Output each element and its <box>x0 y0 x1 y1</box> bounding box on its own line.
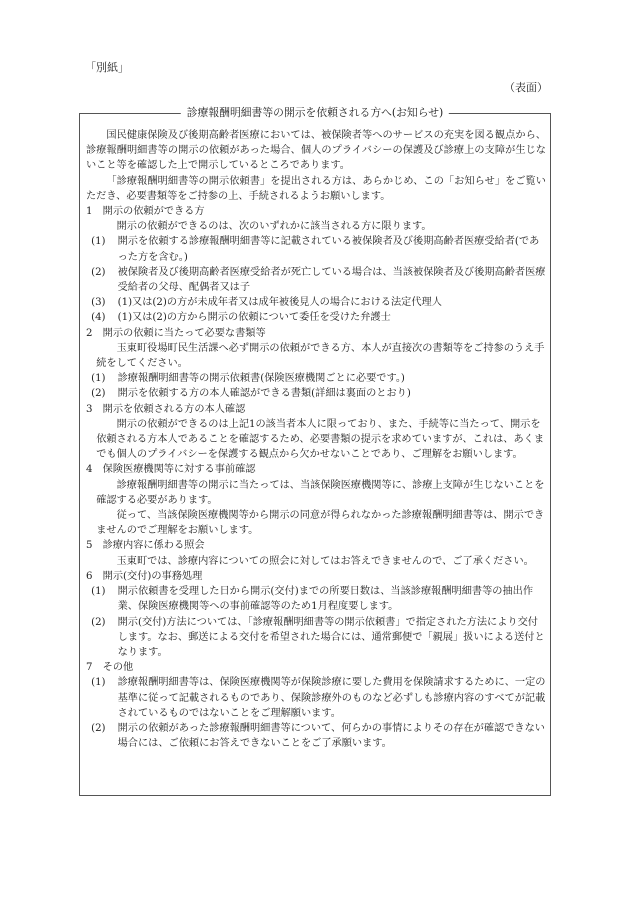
side-label: （表面） <box>504 81 548 94</box>
intro-paragraph: 「診療報酬明細書等の開示依頼書」を提出される方は、あらかじめ、この「お知らせ」をご覧いただき、必要書類等をご持参の上、手続されるようお願いします。 <box>86 175 546 202</box>
item-text: 開示依頼書を受理した日から開示(交付)までの所要日数は、当該診療報酬明細書等の抽出作業、保険医療機関等への事前確認等のため1月程度要します。 <box>117 586 534 613</box>
list-item <box>86 721 546 751</box>
item-text: 開示の依頼があった診療報酬明細書等について、何らかの事情によりその存在が確認できない場合には、ご依頼にお答えできないことをご了承願います。 <box>117 722 545 750</box>
item-text: 開示(交付)方法については、「診療報酬明細書等の開示依頼書」で指定された方法により交付します。なお、郵送による交付を希望された場合には、通常郵便で「親展」扱いによる送付となります。 <box>117 616 545 658</box>
item-number: (2) <box>91 266 106 278</box>
item-number: (4) <box>91 312 106 324</box>
item-number: (1) <box>91 373 106 385</box>
section-heading: 7 その他 <box>86 662 134 674</box>
section-heading: 2 開示の依頼に当たって必要な書類等 <box>86 327 266 339</box>
item-number: (3) <box>91 297 106 309</box>
section-paragraph: 開示の依頼ができるのは上記1の該当者本人に限っており、また、手続等に当たって、開示を依頼される方本人であることを確認するため、必要書類の提示を求めていますが、これは、あくまでも個人のプライバシーを保護する観点から欠かせないことであり、ご理解をお願いします。 <box>96 418 545 461</box>
section <box>86 326 546 402</box>
section <box>86 402 546 463</box>
list-item <box>86 386 546 401</box>
section-paragraph: 診療報酬明細書等の開示に当たっては、当該保険医療機関等に、診療上支障が生じないことを確認する必要があります。 <box>96 479 545 506</box>
section <box>86 538 546 568</box>
item-text: (1)又は(2)の方から開示の依頼について委任を受けた弁護士 <box>117 312 391 324</box>
section <box>86 569 546 660</box>
section <box>86 204 546 326</box>
item-number: (2) <box>91 388 106 400</box>
list-item <box>86 615 546 661</box>
list-item <box>86 675 546 721</box>
section <box>86 660 546 751</box>
item-number: (2) <box>91 616 106 628</box>
item-number: (1) <box>91 677 106 689</box>
section-heading: 3 開示を依頼される方の本人確認 <box>86 403 246 415</box>
item-number: (1) <box>91 586 106 598</box>
item-text: 診療報酬明細書等は、保険医療機関等が保険診療に要した費用を保険請求するために、一定の基準に従って記載されるものであり、保険診療外のものなど必ずしも診療内容のすべてが記載されているものではないことをご理解願います。 <box>117 677 546 719</box>
list-item <box>86 295 546 310</box>
section-heading: 5 診療内容に係わる照会 <box>86 540 205 552</box>
section <box>86 462 546 538</box>
section-paragraph: 玉東町役場町民生活課へ必ず開示の依頼ができる方、本人が直接次の書類等をご持参のうえ手続をしてください。 <box>96 342 545 370</box>
list-item <box>86 584 546 614</box>
list-item <box>86 371 546 386</box>
item-text: 被保険者及び後期高齢者医療受給者が死亡している場合は、当該被保険者及び後期高齢者医療受給者の父母、配偶者又は子 <box>117 266 546 294</box>
notice-content <box>86 128 546 751</box>
section-paragraph: 玉東町では、診療内容についての照会に対してはお答えできませんので、ご了承ください。 <box>116 555 534 567</box>
intro-paragraph: 国民健康保険及び後期高齢者医療においては、被保険者等へのサービスの充実を図る観点から、診療報酬明細書等の開示の依頼があった場合、個人のプライバシーの保護及び診療上の支障が生じないこと等を確認した上で開示しているところであります。 <box>86 130 546 172</box>
item-number: (2) <box>91 722 106 734</box>
section-paragraph: 開示の依頼ができるのは、次のいずれかに該当される方に限ります。 <box>116 221 432 233</box>
section-heading: 4 保険医療機関等に対する事前確認 <box>86 464 256 476</box>
list-item <box>86 265 546 295</box>
section-heading: 1 開示の依頼ができる方 <box>86 206 205 218</box>
item-text: (1)又は(2)の方が未成年者又は成年被後見人の場合における法定代理人 <box>117 297 442 309</box>
item-number: (1) <box>91 236 106 248</box>
attachment-label: 「別紙」 <box>85 61 129 74</box>
list-item <box>86 310 546 325</box>
notice-title: 診療報酬明細書等の開示を依頼される方へ(お知らせ) <box>181 105 449 121</box>
item-text: 開示を依頼する方の本人確認ができる書類(詳細は裏面のとおり) <box>117 388 411 400</box>
section-heading: 6 開示(交付)の事務処理 <box>86 570 203 582</box>
item-text: 診療報酬明細書等の開示依頼書(保険医療機関ごとに必要です。) <box>117 373 405 385</box>
section-paragraph: 従って、当該保険医療機関等から開示の同意が得られなかった診療報酬明細書等は、開示できませんのでご理解をお願いします。 <box>96 510 545 537</box>
list-item <box>86 234 546 264</box>
notice-box <box>79 106 551 796</box>
item-text: 開示を依頼する診療報酬明細書等に記載されている被保険者及び後期高齢者医療受給者(であった方を含む。) <box>117 236 540 263</box>
